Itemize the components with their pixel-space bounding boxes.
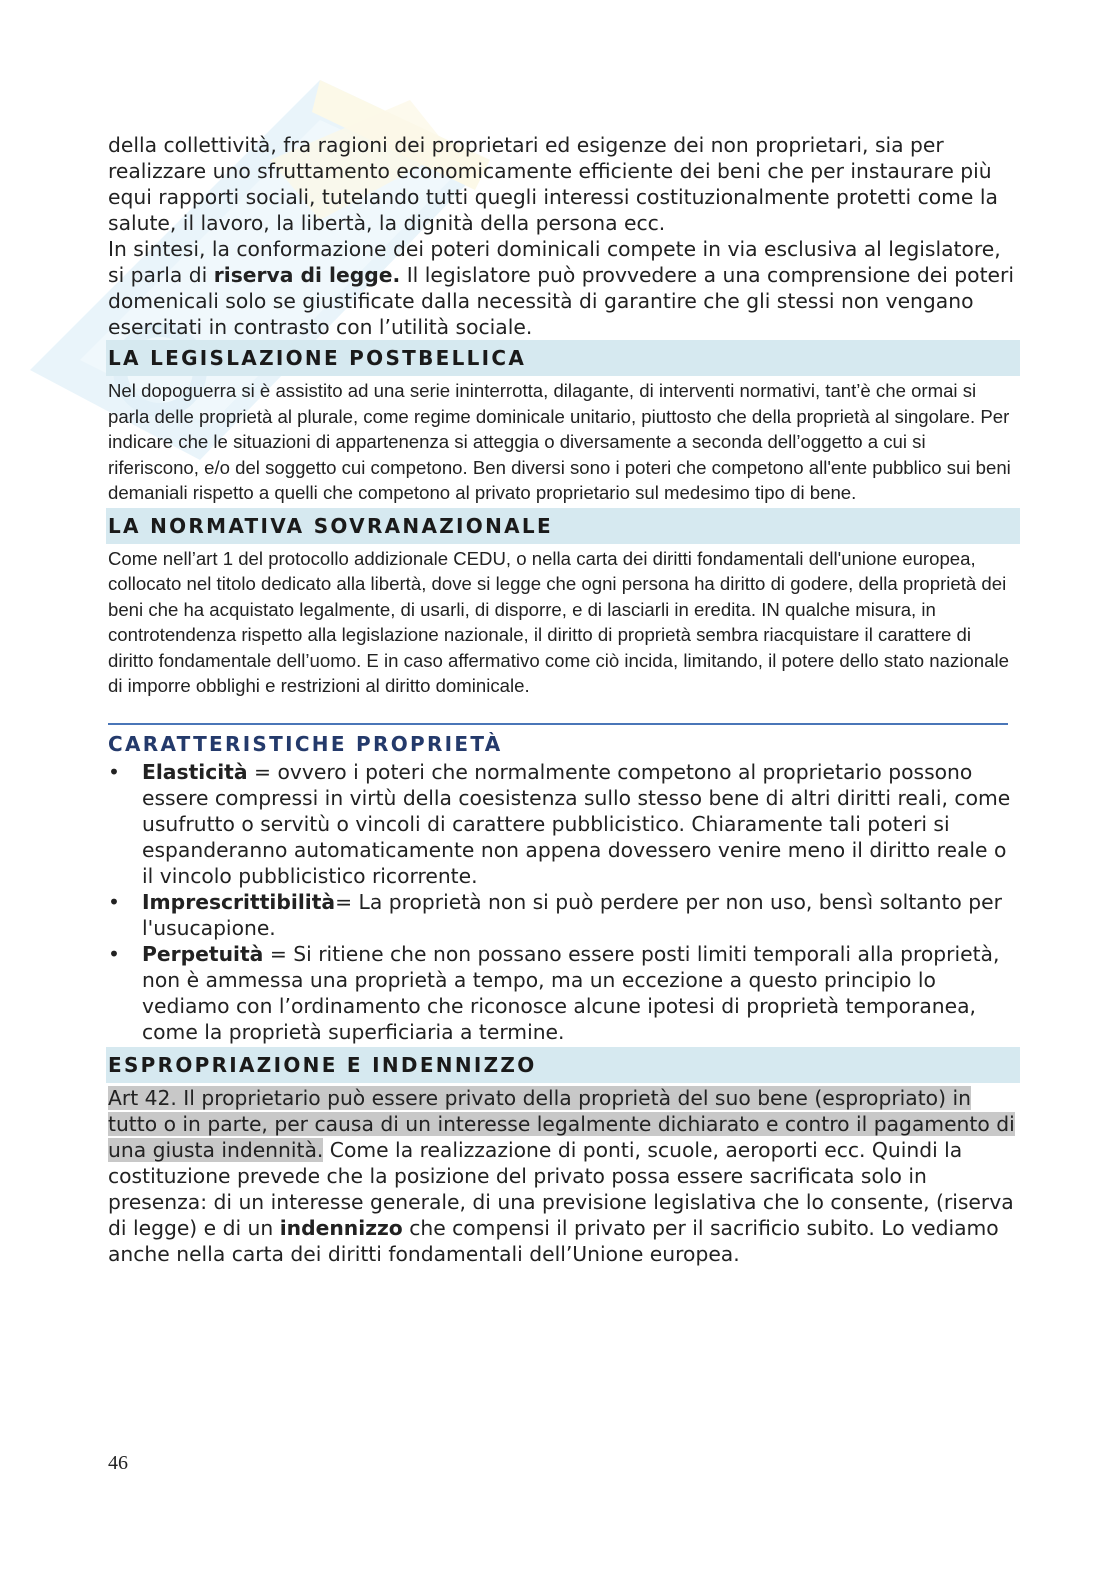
horizontal-divider [108, 723, 1008, 725]
list-item-term: Elasticità [142, 759, 248, 784]
list-item-text: = ovvero i poteri che normalmente competono al proprietario possono essere compressi in virtù della coesistenza sullo stesso bene di altri diritti reali, come usufrutto o servitù o vincoli di carattere pubblicistico. Chiaramente tali poteri si espanderanno automaticamente non appena dovessero venire meno il diritto reale o il vincolo pubblicistico ricorrente. [142, 759, 1011, 888]
list-item-term: Imprescrittibilità [142, 889, 336, 914]
intro-p2-text-b: Il legislatore può provvedere a una comprensione dei poteri domenicali solo se giustificate dalla necessità di garantire che gli stessi non vengano esercitati in contrasto con l’utilità sociale. [108, 263, 1014, 339]
list-item-text: = Si ritiene che non possano essere posti limiti temporali alla proprietà, non è ammessa una proprietà a tempo, ma un eccezione a questo principio lo vediamo con l’ordinamento che riconosce alcune ipotesi di proprietà temporanea, come la proprietà superficiaria a termine. [142, 941, 1000, 1044]
bullet-icon: • [108, 759, 120, 784]
list-item-term: Perpetuità [142, 941, 264, 966]
espropriazione-text-a: Come la realizzazione di ponti, scuole, aeroporti ecc. Quindi la costituzione prevede che la posizione del privato possa essere sacrificata solo in presenza: di un interesse generale, di una previsione legislativa che lo consente, (riserva di legge) e di un [108, 1137, 1014, 1240]
section-title: LA LEGISLAZIONE POSTBELLICA [108, 346, 527, 370]
bullet-icon: • [108, 889, 120, 914]
section-body-legislazione: Nel dopoguerra si è assistito ad una serie ininterrotta, dilagante, di interventi normativi, tant’è che ormai si parla delle proprietà al plurale, come regime dominicale unitario, piuttosto che della proprietà al singolare. Per indicare che le situazioni di appartenenza si atteggia o diversamente a seconda dell’oggetto a cui si riferiscono, e/o del soggetto cui competono. Ben diversi sono i poteri che competono all'ente pubblico sui beni demaniali rispetto a quelli che competono al privato proprietario sul medesimo tipo di bene. [108, 380, 1011, 503]
section-header-espropriazione-indennizzo [106, 1047, 1020, 1083]
intro-p2-text-a: In sintesi, la conformazione dei poteri dominicali compete in via esclusiva al legislatore, si parla di [108, 237, 1001, 287]
list-item-text: = La proprietà non si può perdere per non uso, bensì soltanto per l'usucapione. [142, 889, 1002, 940]
heading-caratteristiche-proprieta: CARATTERISTICHE PROPRIETÀ [108, 731, 503, 756]
list-item [108, 889, 1020, 941]
section-body-normativa: Come nell’art 1 del protocollo addizionale CEDU, o nella carta dei diritti fondamentali dell'unione europea, collocato nel titolo dedicato alla libertà, dove si legge che ogni persona ha diritto di godere, della proprietà dei beni che ha acquistato legalmente, di usarli, di disporre, e di lasciarli in eredita. IN qualche misura, in controtendenza rispetto alla legislazione nazionale, il diritto di proprietà sembra riacquistare il carattere di diritto fondamentale dell’uomo. E in caso affermativo come ciò incida, limitando, il potere dello stato nazionale di imporre obblighi e restrizioni al diritto dominicale. [108, 547, 1009, 696]
bullet-icon: • [108, 941, 120, 966]
page-number: 46 [108, 1452, 128, 1474]
espropriazione-text-b: che compensi il privato per il sacrificio subito. Lo vediamo anche nella carta dei diritti fondamentali dell’Unione europea. [108, 1215, 999, 1266]
intro-paragraph-2 [108, 236, 1020, 340]
intro-paragraph-1: della collettività, fra ragioni dei proprietari ed esigenze dei non proprietari, sia per realizzare uno sfruttamento economicamente efficiente dei beni che per instaurare più equi rapporti sociali, tutelando tutti quegli interessi costituzionalmente protetti come la salute, il lavoro, la libertà, la dignità della persona ecc. [108, 133, 998, 235]
section-body-espropriazione [108, 1085, 1020, 1267]
riserva-di-legge-term: riserva di legge. [213, 263, 401, 287]
highlighted-article-42: Art 42. Il proprietario può essere privato della proprietà del suo bene (espropriato) in tutto o in parte, per causa di un interesse legalmente dichiarato e contro il pagamento di una giusta indennità. [108, 1085, 1015, 1162]
indennizzo-term: indennizzo [279, 1215, 403, 1240]
document-body [108, 132, 1020, 1267]
list-item [108, 941, 1020, 1045]
characteristics-list [108, 759, 1020, 1045]
section-header-legislazione-postbellica [106, 340, 1020, 376]
section-title: ESPROPRIAZIONE E INDENNIZZO [108, 1052, 537, 1077]
section-header-normativa-sovranazionale [106, 508, 1020, 544]
list-item [108, 759, 1020, 889]
section-title: LA NORMATIVA SOVRANAZIONALE [108, 513, 553, 538]
